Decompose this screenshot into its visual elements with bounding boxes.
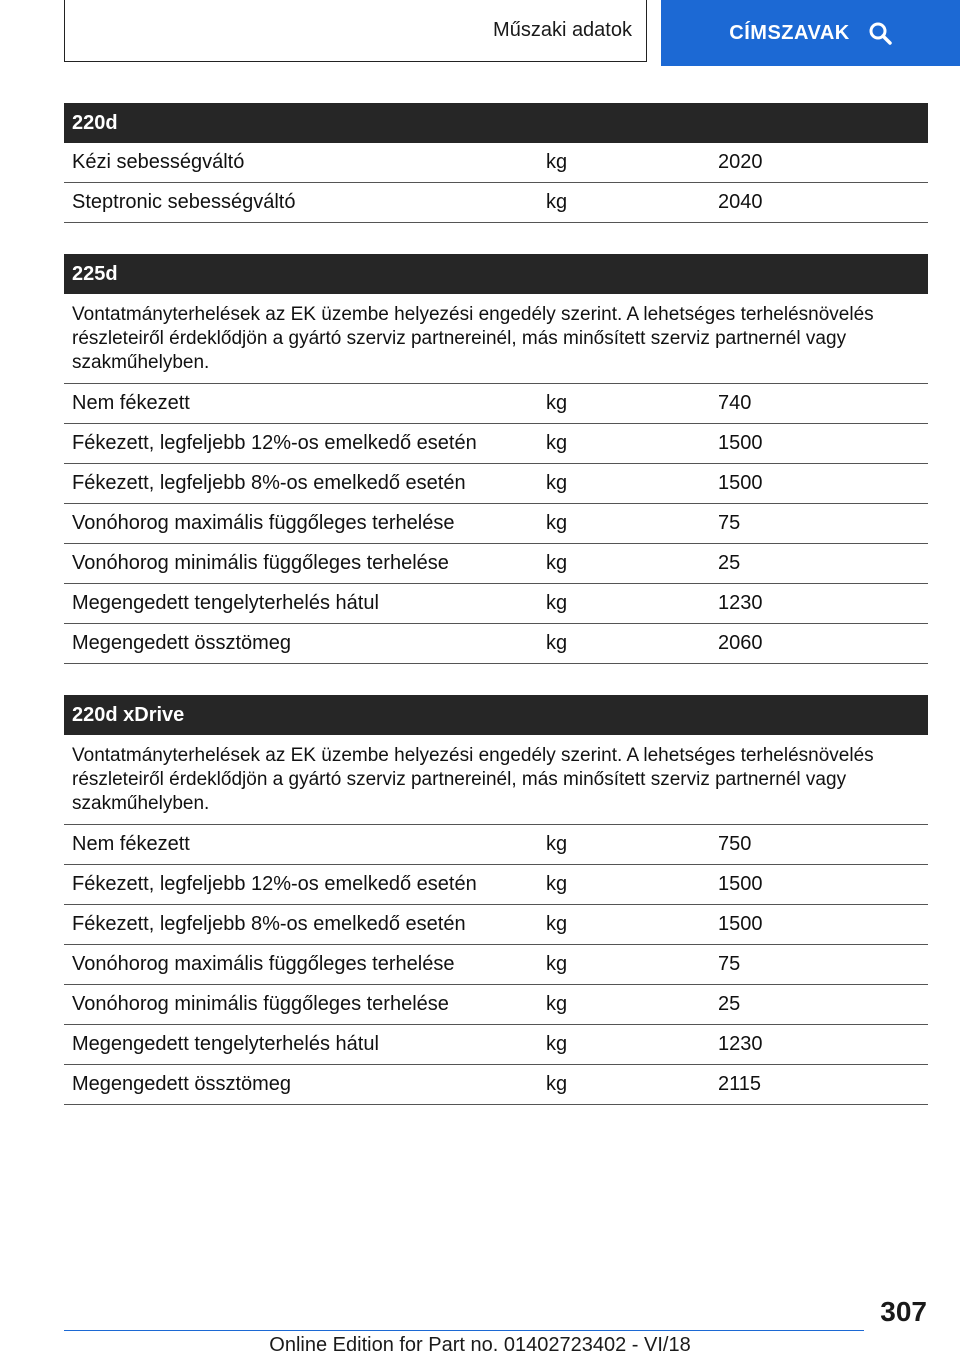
table-row <box>64 504 928 544</box>
table-row <box>64 464 928 504</box>
spec-section <box>64 695 928 1105</box>
row-value: 1230 <box>718 1033 763 1055</box>
row-label: Vonóhorog maximális függőleges terhelése <box>72 512 455 534</box>
row-unit: kg <box>546 392 568 414</box>
spec-section <box>64 254 928 664</box>
row-unit: kg <box>546 873 568 895</box>
keywords-button-label: CÍMSZAVAK <box>729 21 850 44</box>
table-row <box>64 143 928 183</box>
row-unit: kg <box>546 632 568 654</box>
row-label: Nem fékezett <box>72 833 190 855</box>
row-unit: kg <box>546 151 568 173</box>
row-label: Megengedett tengelyterhelés hátul <box>72 592 379 614</box>
row-value: 25 <box>718 552 741 574</box>
row-value: 2115 <box>718 1073 762 1095</box>
spec-tables <box>64 103 928 1136</box>
row-value: 1500 <box>718 472 763 494</box>
section-heading: 220d <box>64 103 928 143</box>
section-title: Műszaki adatok <box>493 19 632 41</box>
section-heading: 220d xDrive <box>64 695 928 735</box>
row-value: 2060 <box>718 632 763 654</box>
row-value: 750 <box>718 833 752 855</box>
row-unit: kg <box>546 191 568 213</box>
row-unit: kg <box>546 953 568 975</box>
table-row <box>64 183 928 223</box>
row-value: 1500 <box>718 873 763 895</box>
row-unit: kg <box>546 1033 568 1055</box>
table-row <box>64 1065 928 1105</box>
row-unit: kg <box>546 512 568 534</box>
row-unit: kg <box>546 432 568 454</box>
row-label: Fékezett, legfeljebb 12%-os emelkedő esetén <box>72 873 477 895</box>
row-unit: kg <box>546 833 568 855</box>
row-unit: kg <box>546 993 568 1015</box>
spec-section <box>64 103 928 223</box>
row-value: 2040 <box>718 191 763 213</box>
row-unit: kg <box>546 552 568 574</box>
row-value: 740 <box>718 392 752 414</box>
row-label: Nem fékezett <box>72 392 190 414</box>
row-label: Kézi sebességváltó <box>72 151 245 173</box>
row-label: Vonóhorog minimális függőleges terhelése <box>72 552 449 574</box>
search-icon <box>868 21 892 45</box>
keywords-button[interactable] <box>661 0 960 66</box>
row-value: 1230 <box>718 592 763 614</box>
section-note: Vontatmányterhelések az EK üzembe helyezési engedély szerint. A lehetséges terhelésnövelés részleteiről érdeklődjön a gyártó szerviz partnereinél, más minősített szerviz partnernél vagy szakműhelyben. <box>64 735 928 825</box>
row-label: Steptronic sebességváltó <box>72 191 296 213</box>
section-note: Vontatmányterhelések az EK üzembe helyezési engedély szerint. A lehetséges terhelésnövelés részleteiről érdeklődjön a gyártó szerviz partnereinél, más minősített szerviz partnernél vagy szakműhelyben. <box>64 294 928 384</box>
table-row <box>64 424 928 464</box>
table-row <box>64 825 928 865</box>
row-label: Fékezett, legfeljebb 8%-os emelkedő esetén <box>72 472 466 494</box>
row-value: 1500 <box>718 432 763 454</box>
section-heading: 225d <box>64 254 928 294</box>
row-value: 2020 <box>718 151 763 173</box>
table-row <box>64 865 928 905</box>
row-value: 25 <box>718 993 741 1015</box>
page-number: 307 <box>880 1296 927 1327</box>
table-row <box>64 624 928 664</box>
table-row <box>64 1025 928 1065</box>
section-tab[interactable] <box>64 0 647 62</box>
row-value: 75 <box>718 512 741 534</box>
row-label: Fékezett, legfeljebb 12%-os emelkedő esetén <box>72 432 477 454</box>
row-value: 1500 <box>718 913 763 935</box>
row-unit: kg <box>546 592 568 614</box>
row-label: Vonóhorog minimális függőleges terhelése <box>72 993 449 1015</box>
table-row <box>64 544 928 584</box>
table-row <box>64 905 928 945</box>
row-label: Megengedett tengelyterhelés hátul <box>72 1033 379 1055</box>
row-unit: kg <box>546 472 568 494</box>
table-row <box>64 945 928 985</box>
row-unit: kg <box>546 1073 568 1095</box>
row-unit: kg <box>546 913 568 935</box>
row-label: Fékezett, legfeljebb 8%-os emelkedő esetén <box>72 913 466 935</box>
table-row <box>64 584 928 624</box>
footer-divider <box>64 1330 864 1331</box>
edition-note: Online Edition for Part no. 01402723402 - VI/18 <box>269 1334 691 1356</box>
row-label: Megengedett össztömeg <box>72 1073 292 1095</box>
row-value: 75 <box>718 953 741 975</box>
row-label: Megengedett össztömeg <box>72 632 292 654</box>
table-row <box>64 985 928 1025</box>
table-row <box>64 384 928 424</box>
row-label: Vonóhorog maximális függőleges terhelése <box>72 953 455 975</box>
